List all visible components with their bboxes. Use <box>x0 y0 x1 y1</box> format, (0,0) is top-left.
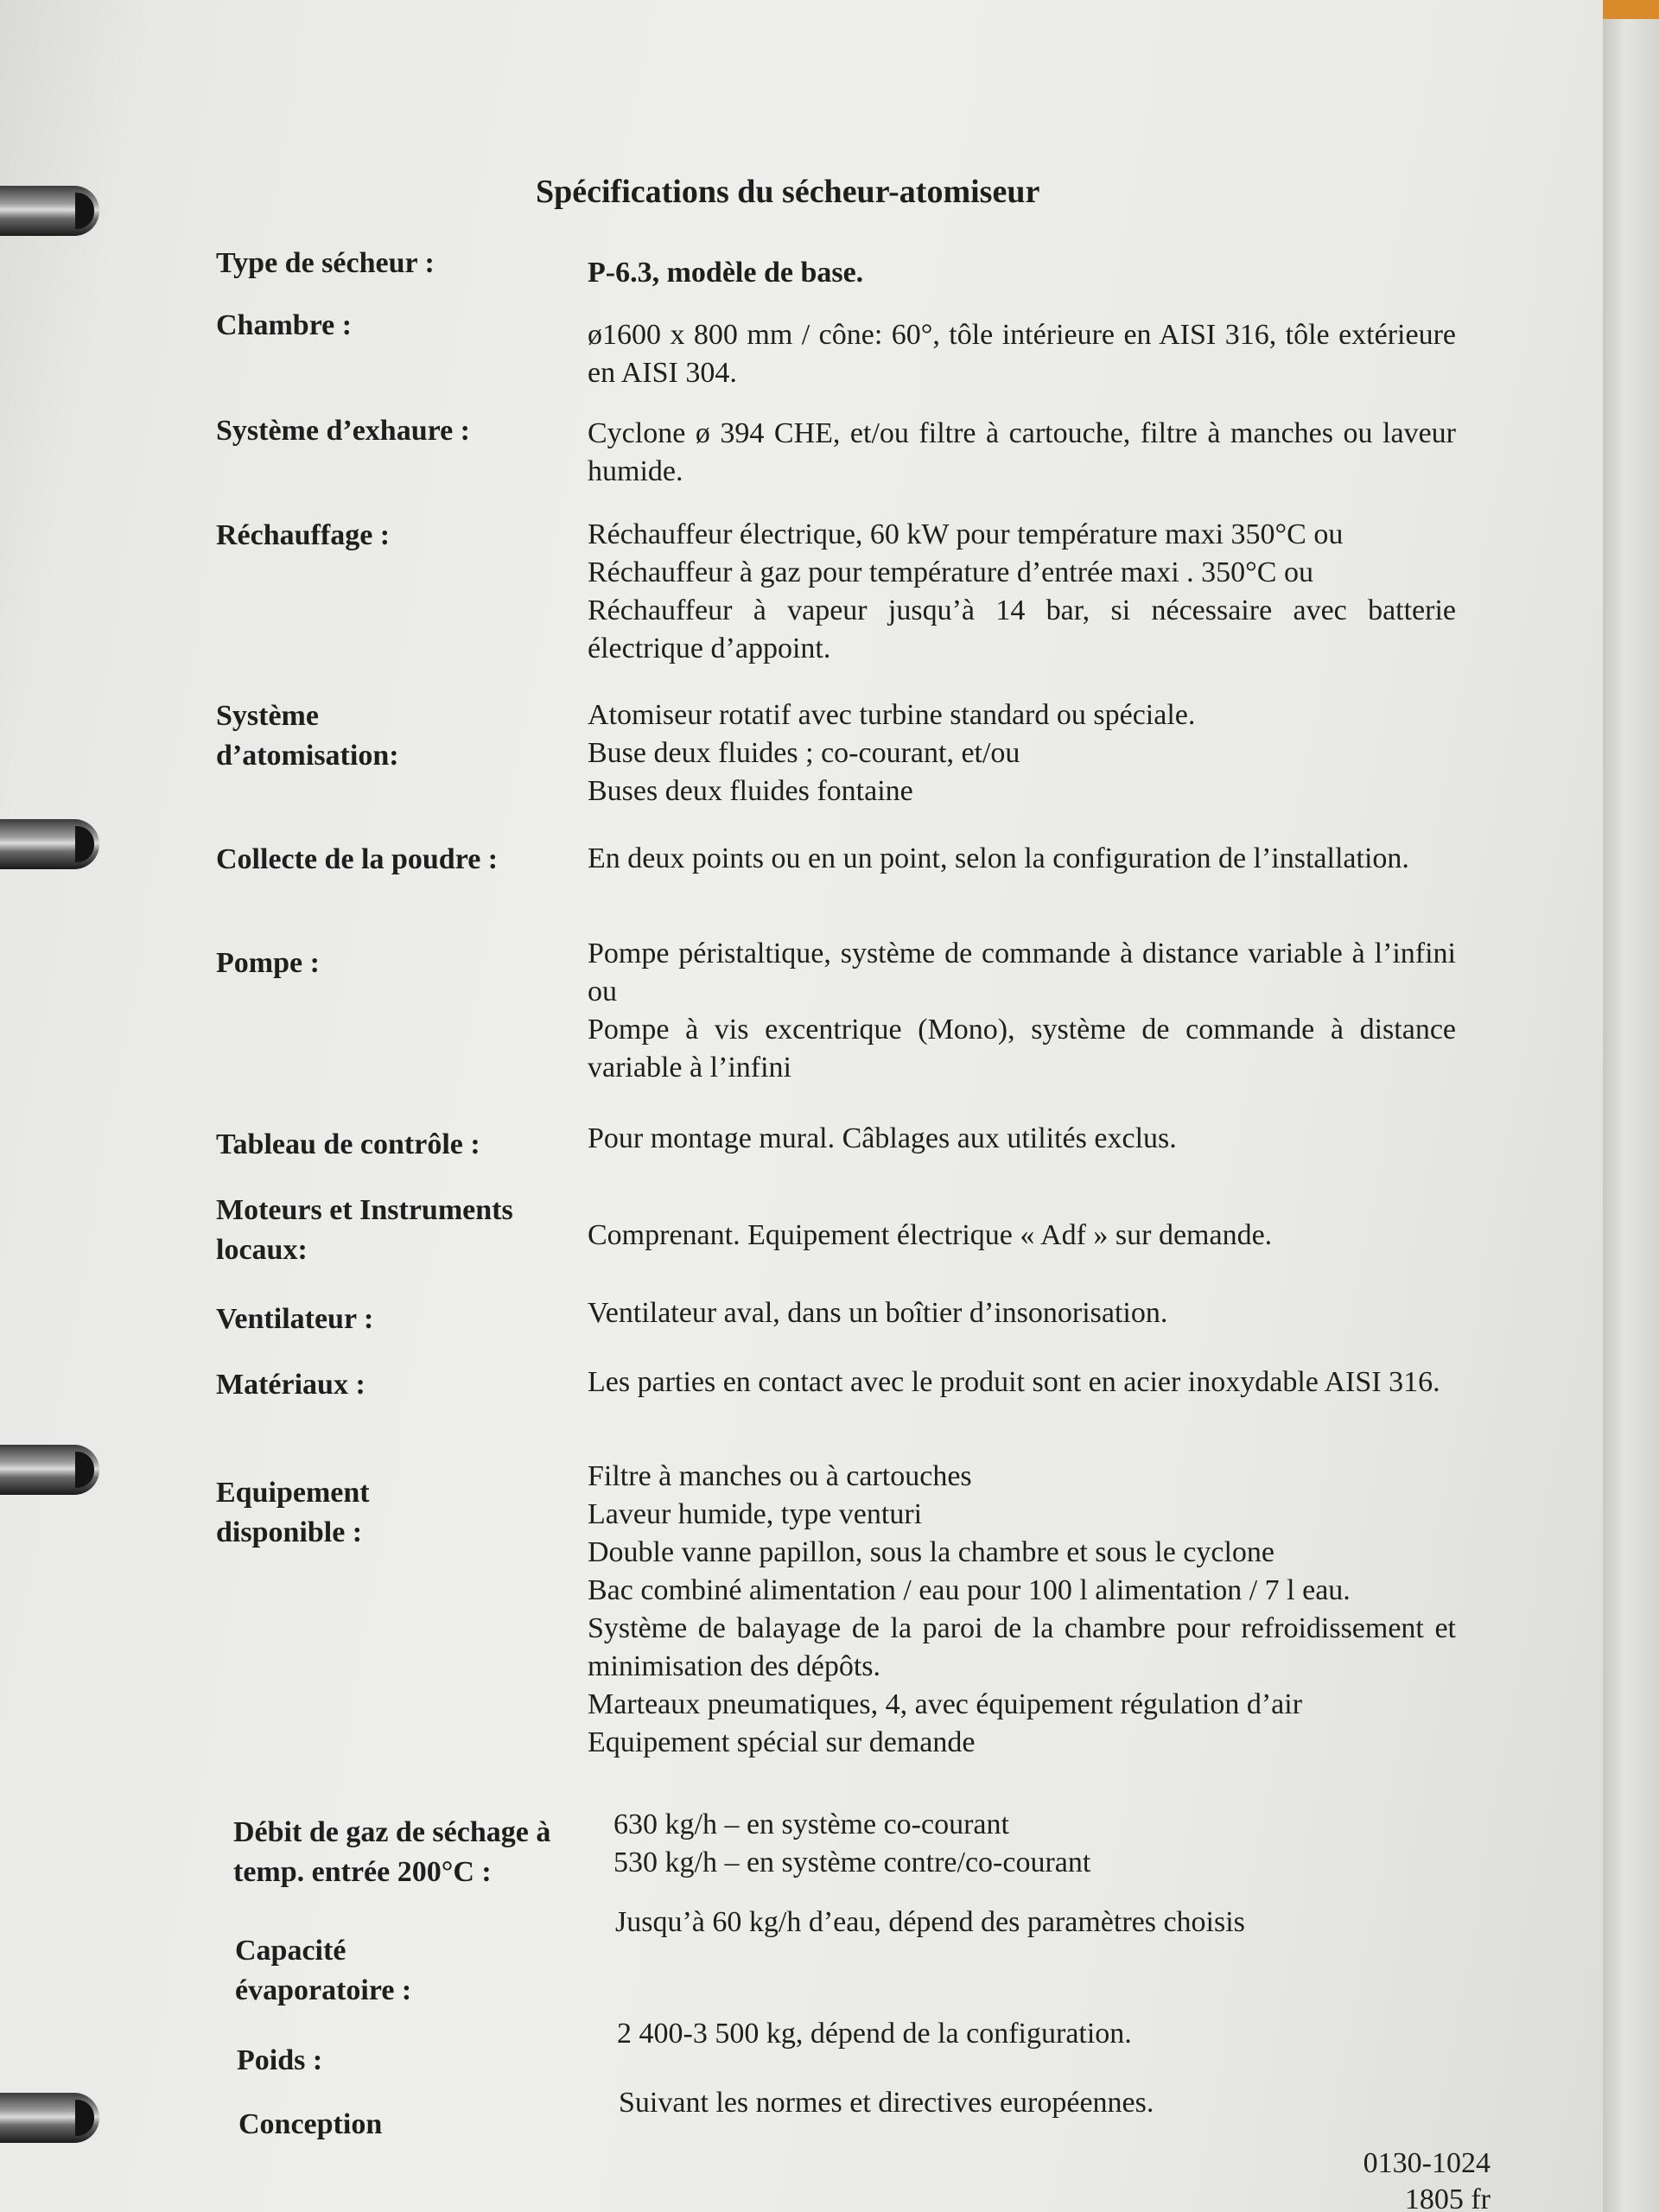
spec-value-line: Suivant les normes et directives européennes. <box>619 2087 1154 2119</box>
binder-ring <box>0 2093 99 2143</box>
spec-value <box>615 1904 1484 1942</box>
spec-value <box>588 415 1456 491</box>
spec-value <box>617 2015 1485 2053</box>
spec-value-line: Equipement spécial sur demande <box>588 1726 976 1758</box>
orange-tab <box>1603 0 1659 19</box>
spec-value-line: ø1600 x 800 mm / cône: 60°, tôle intérieure en AISI 316, tôle extérieure en AISI 304. <box>588 319 1456 389</box>
spec-value <box>619 2084 1487 2122</box>
spec-label: Conception <box>238 2108 383 2140</box>
spec-value-line: Réchauffeur électrique, 60 kW pour température maxi 350°C ou <box>588 518 1344 550</box>
spec-value-line: Pompe à vis excentrique (Mono), système de commande à distance variable à l’infini <box>588 1014 1456 1084</box>
spec-label: Poids : <box>237 2044 323 2076</box>
page-title: Spécifications du sécheur-atomiseur <box>536 174 1040 210</box>
spec-value-line: Pompe péristaltique, système de commande à distance variable à l’infini ou <box>588 938 1456 1007</box>
spec-label: Capacité évaporatoire : <box>235 1935 412 2006</box>
spec-value-line: Comprenant. Equipement électrique « Adf » sur demande. <box>588 1219 1273 1251</box>
document-reference <box>1339 2145 1491 2212</box>
spec-value-line: 2 400-3 500 kg, dépend de la configuration. <box>617 2018 1132 2050</box>
spec-label: Débit de gaz de séchage à temp. entrée 200°C : <box>233 1816 551 1888</box>
spec-value-line: Atomiseur rotatif avec turbine standard ou spéciale. <box>588 699 1196 731</box>
spec-label: Tableau de contrôle : <box>216 1128 480 1160</box>
spec-label: Système d’exhaure : <box>216 415 470 447</box>
next-page-edge <box>1603 0 1659 2212</box>
spec-value-line: Réchauffeur à gaz pour température d’entrée maxi . 350°C ou <box>588 556 1313 588</box>
spec-label: Système d’atomisation: <box>216 700 399 772</box>
spec-label: Pompe : <box>216 947 320 979</box>
spec-value-line: Laveur humide, type venturi <box>588 1498 923 1530</box>
spec-value-line: Réchauffeur à vapeur jusqu’à 14 bar, si nécessaire avec batterie électrique d’appoint. <box>588 594 1456 664</box>
spec-value <box>588 840 1456 878</box>
spec-value <box>588 316 1456 392</box>
spec-value-line: Cyclone ø 394 CHE, et/ou filtre à cartouche, filtre à manches ou laveur humide. <box>588 417 1456 487</box>
spec-value-line: 530 kg/h – en système contre/co-courant <box>613 1847 1091 1878</box>
spec-value <box>588 1294 1456 1332</box>
spec-label: Type de sécheur : <box>216 247 435 279</box>
spec-value-line: P-6.3, modèle de base. <box>588 257 864 289</box>
spec-value-line: Bac combiné alimentation / eau pour 100 l alimentation / 7 l eau. <box>588 1574 1351 1606</box>
spec-value-line: Double vanne papillon, sous la chambre et sous le cyclone <box>588 1536 1274 1568</box>
spec-value <box>588 935 1456 1087</box>
spec-value-line: Les parties en contact avec le produit sont en acier inoxydable AISI 316. <box>588 1366 1440 1398</box>
spec-value-line: Ventilateur aval, dans un boîtier d’insonorisation. <box>588 1297 1168 1329</box>
binder-ring <box>0 1445 99 1495</box>
spec-value <box>613 1806 1482 1882</box>
spec-label: Moteurs et Instruments locaux: <box>216 1194 513 1266</box>
spec-label: Réchauffage : <box>216 519 391 551</box>
spec-value <box>588 1458 1456 1762</box>
spec-value <box>588 254 1456 292</box>
spec-label: Matériaux : <box>216 1369 365 1401</box>
spec-value-line: 630 kg/h – en système co-courant <box>613 1808 1009 1840</box>
spec-label: Ventilateur : <box>216 1303 374 1335</box>
spec-value-line: Marteaux pneumatiques, 4, avec équipement régulation d’air <box>588 1688 1303 1720</box>
spec-value-line: Système de balayage de la paroi de la chambre pour refroidissement et minimisation des dépôts. <box>588 1612 1456 1682</box>
spec-value-line: Buse deux fluides ; co-courant, et/ou <box>588 737 1020 769</box>
spec-value-line: Buses deux fluides fontaine <box>588 775 913 807</box>
spec-value-line: En deux points ou en un point, selon la configuration de l’installation. <box>588 842 1409 874</box>
spec-value <box>588 1217 1456 1255</box>
document-code: 0130-1024 <box>1363 2147 1491 2179</box>
spec-label: Chambre : <box>216 309 353 341</box>
spec-label: Equipement disponible : <box>216 1477 370 1548</box>
spec-value-line: Jusqu’à 60 kg/h d’eau, dépend des paramètres choisis <box>615 1906 1245 1938</box>
spec-value <box>588 516 1456 668</box>
spec-value <box>588 1120 1456 1158</box>
binder-ring <box>0 819 99 869</box>
spec-value-line: Pour montage mural. Câblages aux utilités exclus. <box>588 1122 1177 1154</box>
document-language: 1805 fr <box>1404 2183 1491 2212</box>
spec-value <box>588 696 1456 810</box>
spec-value <box>588 1363 1456 1402</box>
binder-ring <box>0 186 99 236</box>
spec-label: Collecte de la poudre : <box>216 843 499 875</box>
spec-value-line: Filtre à manches ou à cartouches <box>588 1460 972 1492</box>
